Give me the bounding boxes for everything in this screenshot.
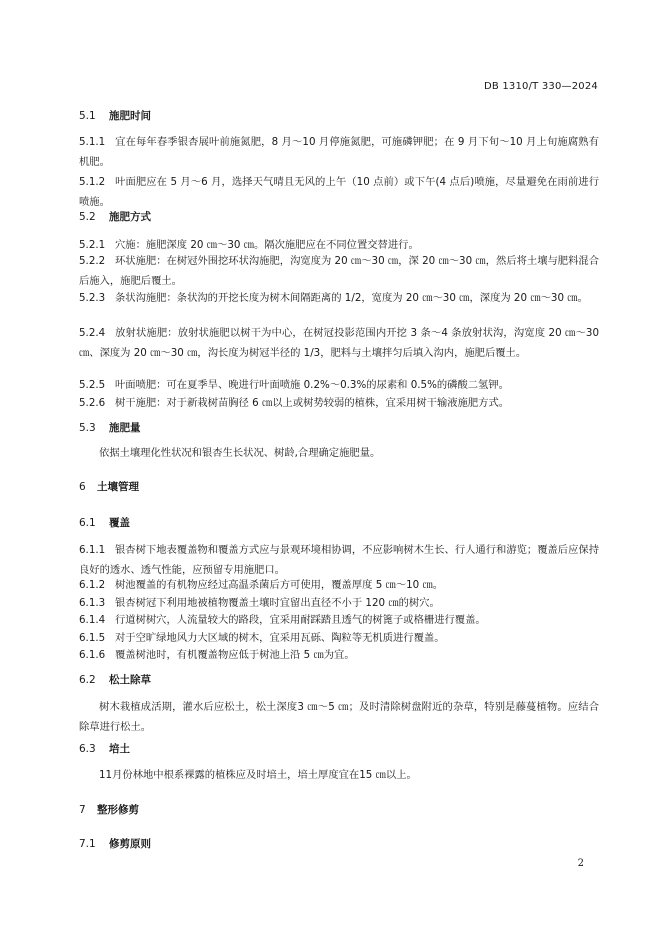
list-item: 5.1.1 宜在每年春季银杏展叶前施氮肥，8 月～10 月停施氮肥，可施磷钾肥；在 9 月下旬～10 月上旬施腐熟有机肥。 xyxy=(79,136,599,168)
section-heading: 6.3 培土 xyxy=(79,743,130,755)
list-item: 6.1.1 银杏树下地表覆盖物和覆盖方式应与景观环境相协调，不应影响树木生长、行人通行和游览；覆盖后应保持良好的透水、透气性能，应预留专用施肥口。 xyxy=(79,544,599,576)
list-item: 6.1.6 覆盖树池时，有机覆盖物应低于树池上沿 5 ㎝为宜。 xyxy=(79,649,355,661)
list-item: 5.2.3 条状沟施肥：条状沟的开挖长度为树木间隔距离的 1/2，宽度为 20 ㎝～30 ㎝，深度为 20 ㎝～30 ㎝。 xyxy=(79,292,588,304)
document-id-header: DB 1310/T 330—2024 xyxy=(484,81,598,92)
section-heading: 5.2 施肥方式 xyxy=(79,211,151,223)
list-item: 5.2.5 叶面喷肥：可在夏季旱、晚进行叶面喷施 0.2%～0.3%的尿素和 0.5%的磷酸二氢钾。 xyxy=(79,379,509,391)
section-heading: 5.1 施肥时间 xyxy=(79,110,151,122)
paragraph: 依据土壤理化性状况和银杏生长状况、树龄,合理确定施肥量。 xyxy=(99,447,381,459)
section-heading: 6.1 覆盖 xyxy=(79,517,130,529)
chapter-heading: 6 土壤管理 xyxy=(79,481,139,493)
section-heading: 7.1 修剪原则 xyxy=(79,838,151,850)
list-item: 5.2.4 放射状施肥：放射状施肥以树干为中心，在树冠投影范围内开挖 3 条～4 条放射状沟，沟宽度 20 ㎝～30 ㎝、深度为 20 ㎝～30 ㎝，沟长度为树冠半径的 1/3，肥料与土壤拌匀后填入沟内，施肥后覆土。 xyxy=(79,327,599,359)
chapter-heading: 7 整形修剪 xyxy=(79,804,139,816)
page-number: 2 xyxy=(577,858,584,869)
list-item: 6.1.4 行道树树穴，人流量较大的路段，宜采用耐踩踏且透气的树篦子或格栅进行覆盖。 xyxy=(79,614,486,626)
list-item: 5.1.2 叶面肥应在 5 月～6 月，选择天气晴且无风的上午（10 点前）或下午(4 点后)喷施，尽量避免在雨前进行喷施。 xyxy=(79,176,599,208)
list-item: 6.1.2 树池覆盖的有机物应经过高温杀菌后方可使用，覆盖厚度 5 ㎝～10 ㎝。 xyxy=(79,579,444,591)
list-item: 5.2.6 树干施肥：对于新栽树苗胸径 6 ㎝以上或树势较弱的植株，宜采用树干输液施肥方式。 xyxy=(79,397,510,409)
list-item: 5.2.1 穴施：施肥深度 20 ㎝～30 ㎝。隔次施肥应在不同位置交替进行。 xyxy=(79,239,419,251)
section-heading: 6.2 松土除草 xyxy=(79,674,151,686)
list-item: 6.1.5 对于空旷绿地风力大区域的树木，宜采用瓦砾、陶粒等无机质进行覆盖。 xyxy=(79,632,445,644)
list-item: 5.2.2 环状施肥：在树冠外围挖环状沟施肥，沟宽度为 20 ㎝～30 ㎝，深 20 ㎝～30 ㎝，然后将土壤与肥料混合后施入，施肥后覆土。 xyxy=(79,255,599,287)
section-heading: 5.3 施肥量 xyxy=(79,422,141,434)
list-item: 6.1.3 银杏树冠下利用地被植物覆盖土壤时宜留出直径不小于 120 ㎝的树穴。 xyxy=(79,597,440,609)
paragraph: 11月份林地中根系裸露的植株应及时培土，培土厚度宜在15 ㎝以上。 xyxy=(99,769,417,781)
paragraph: 树木栽植成活期，灌水后应松土，松土深度3 ㎝～5 ㎝；及时清除树盘附近的杂草，特别是藤蔓植物。应结合除草进行松土。 xyxy=(79,701,599,733)
